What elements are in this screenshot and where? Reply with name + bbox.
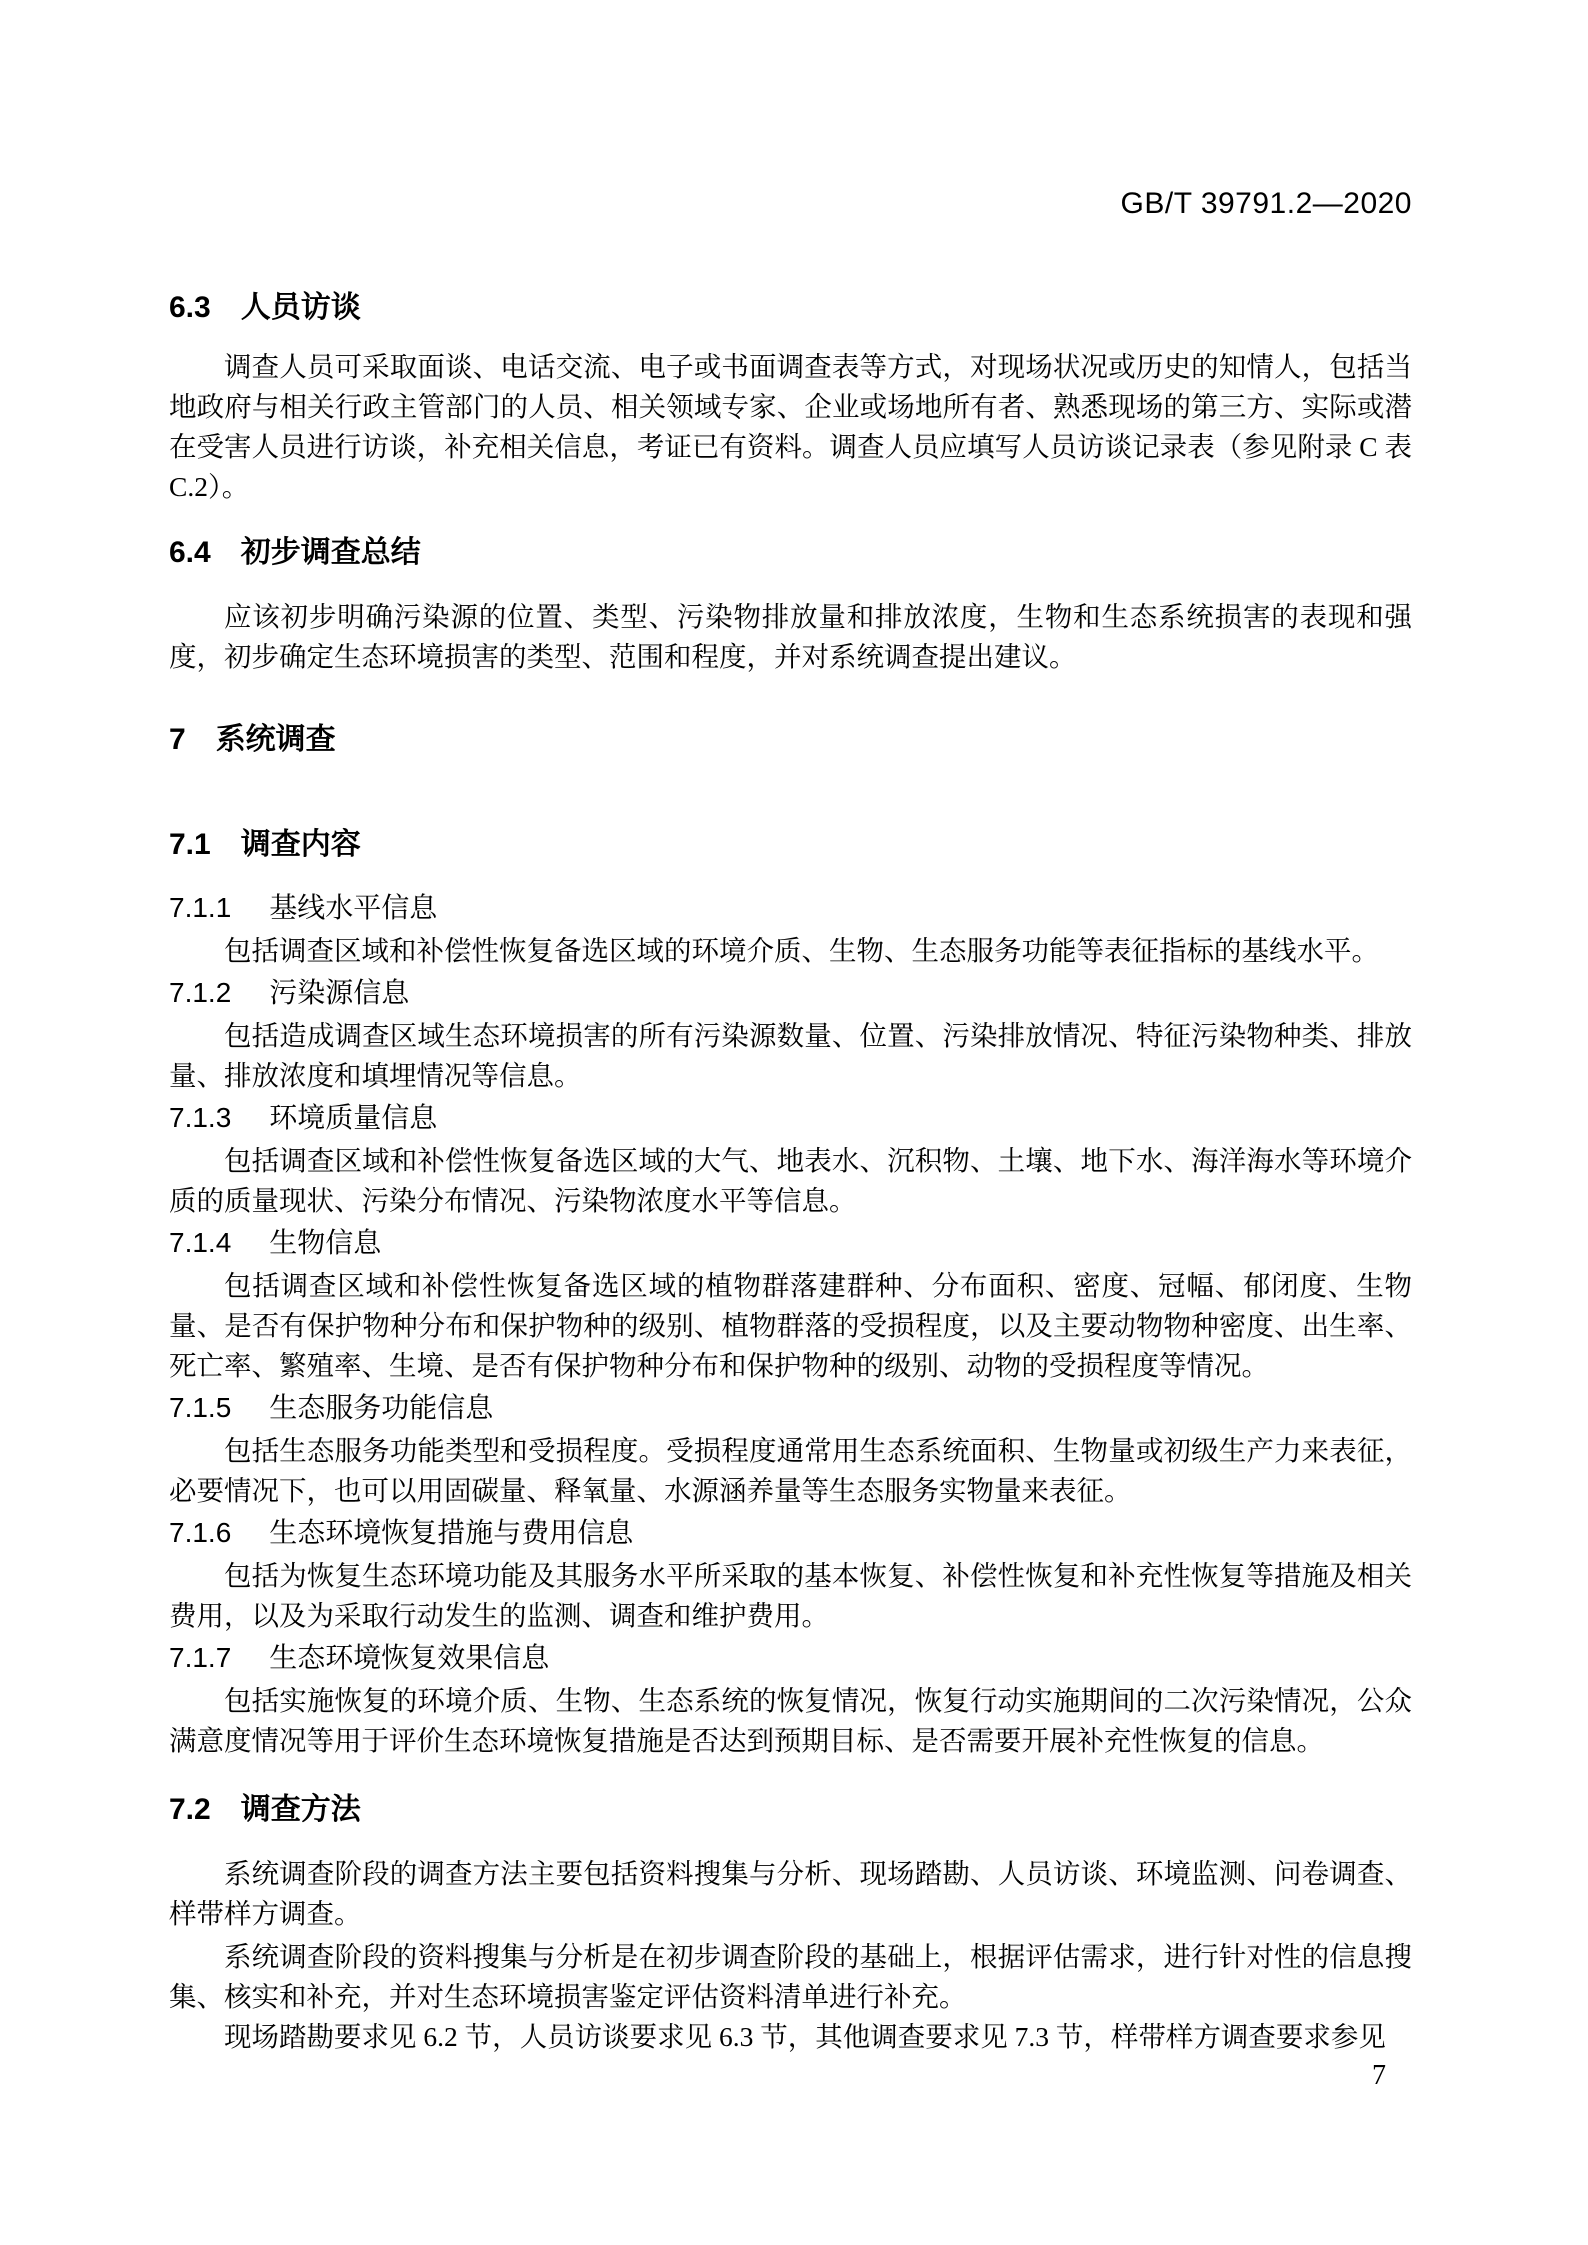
doc-code: GB/T 39791.2—2020 bbox=[1120, 187, 1412, 220]
clause-number: 7.1.1 bbox=[169, 892, 232, 923]
paragraph-7-1-5: 包括生态服务功能类型和受损程度。受损程度通常用生态系统面积、生物量或初级生产力来表征，必要情况下，也可以用固碳量、释氧量、水源涵养量等生态服务实物量来表征。 bbox=[169, 1435, 1412, 1506]
clause-number: 7.1.5 bbox=[169, 1392, 232, 1423]
clause-number: 6.4 bbox=[169, 536, 211, 569]
clause-title: 调查方法 bbox=[240, 1793, 361, 1826]
clause-title: 调查内容 bbox=[240, 828, 361, 861]
heading-7-1-4 bbox=[169, 1223, 1412, 1264]
paragraph-7-1-3: 包括调查区域和补偿性恢复备选区域的大气、地表水、沉积物、土壤、地下水、海洋海水等环境介质的质量现状、污染分布情况、污染物浓度水平等信息。 bbox=[169, 1145, 1412, 1216]
clause-title: 环境质量信息 bbox=[269, 1103, 438, 1134]
clause-number: 7.1.6 bbox=[169, 1517, 232, 1548]
paragraph-7-1-7: 包括实施恢复的环境介质、生物、生态系统的恢复情况，恢复行动实施期间的二次污染情况，公众满意度情况等用于评价生态环境恢复措施是否达到预期目标、是否需要开展补充性恢复的信息。 bbox=[169, 1685, 1412, 1756]
clause-number: 7.1 bbox=[169, 828, 211, 861]
clause-title: 污染源信息 bbox=[269, 978, 410, 1009]
paragraph-7-1-6: 包括为恢复生态环境功能及其服务水平所采取的基本恢复、补偿性恢复和补充性恢复等措施及相关费用，以及为采取行动发生的监测、调查和维护费用。 bbox=[169, 1560, 1412, 1631]
paragraph-7-2-2: 系统调查阶段的资料搜集与分析是在初步调查阶段的基础上，根据评估需求，进行针对性的信息搜集、核实和补充，并对生态环境损害鉴定评估资料清单进行补充。 bbox=[169, 1941, 1412, 2012]
clause-number: 7.1.7 bbox=[169, 1642, 232, 1673]
clause-title: 生态环境恢复措施与费用信息 bbox=[269, 1518, 634, 1549]
clause-number: 7 bbox=[169, 723, 186, 756]
paragraph-7-1-2: 包括造成调查区域生态环境损害的所有污染源数量、位置、污染排放情况、特征污染物种类、排放量、排放浓度和填埋情况等信息。 bbox=[169, 1020, 1412, 1091]
heading-7-1-7 bbox=[169, 1638, 1412, 1679]
heading-7-1-5 bbox=[169, 1388, 1412, 1429]
heading-7-1-2 bbox=[169, 973, 1412, 1014]
clause-title: 生态环境恢复效果信息 bbox=[269, 1643, 550, 1674]
clause-number: 7.2 bbox=[169, 1793, 211, 1826]
clause-number: 7.1.3 bbox=[169, 1102, 232, 1133]
paragraph-6-4: 应该初步明确污染源的位置、类型、污染物排放量和排放浓度，生物和生态系统损害的表现和强度，初步确定生态环境损害的类型、范围和程度，并对系统调查提出建议。 bbox=[169, 601, 1412, 672]
heading-6-4 bbox=[169, 533, 1412, 573]
paragraph-7-2-3: 现场踏勘要求见 6.2 节，人员访谈要求见 6.3 节，其他调查要求见 7.3 节，样带样方调查要求参见 bbox=[224, 2021, 1386, 2052]
clause-number: 7.1.2 bbox=[169, 977, 232, 1008]
paragraph-7-2-1: 系统调查阶段的调查方法主要包括资料搜集与分析、现场踏勘、人员访谈、环境监测、问卷调查、样带样方调查。 bbox=[169, 1858, 1412, 1929]
heading-7-2 bbox=[169, 1790, 1412, 1830]
page-number: 7 bbox=[1372, 2060, 1386, 2091]
paragraph-6-3: 调查人员可采取面谈、电话交流、电子或书面调查表等方式，对现场状况或历史的知情人，包括当地政府与相关行政主管部门的人员、相关领域专家、企业或场地所有者、熟悉现场的第三方、实际或潜在受害人员进行访谈，补充相关信息，考证已有资料。调查人员应填写人员访谈记录表（参见附录 C 表 C.2）。 bbox=[169, 351, 1412, 502]
clause-title: 系统调查 bbox=[215, 723, 336, 756]
page-content bbox=[169, 0, 1412, 2057]
clause-number: 6.3 bbox=[169, 291, 211, 324]
heading-7-1 bbox=[169, 825, 1412, 865]
paragraph-7-1-1: 包括调查区域和补偿性恢复备选区域的环境介质、生物、生态服务功能等表征指标的基线水平。 bbox=[224, 935, 1379, 966]
heading-7-1-6 bbox=[169, 1513, 1412, 1554]
clause-title: 初步调查总结 bbox=[240, 536, 421, 569]
clause-title: 生物信息 bbox=[269, 1228, 382, 1259]
heading-7-1-3 bbox=[169, 1098, 1412, 1139]
heading-7-1-1 bbox=[169, 888, 1412, 929]
clause-number: 7.1.4 bbox=[169, 1227, 232, 1258]
clause-title: 基线水平信息 bbox=[269, 893, 438, 924]
paragraph-7-1-4: 包括调查区域和补偿性恢复备选区域的植物群落建群种、分布面积、密度、冠幅、郁闭度、生物量、是否有保护物种分布和保护物种的级别、植物群落的受损程度，以及主要动物物种密度、出生率、死亡率、繁殖率、生境、是否有保护物种分布和保护物种的级别、动物的受损程度等情况。 bbox=[169, 1270, 1412, 1381]
clause-title: 人员访谈 bbox=[240, 291, 361, 324]
heading-6-3 bbox=[169, 288, 1412, 328]
heading-7 bbox=[169, 720, 1412, 760]
clause-title: 生态服务功能信息 bbox=[269, 1393, 494, 1424]
